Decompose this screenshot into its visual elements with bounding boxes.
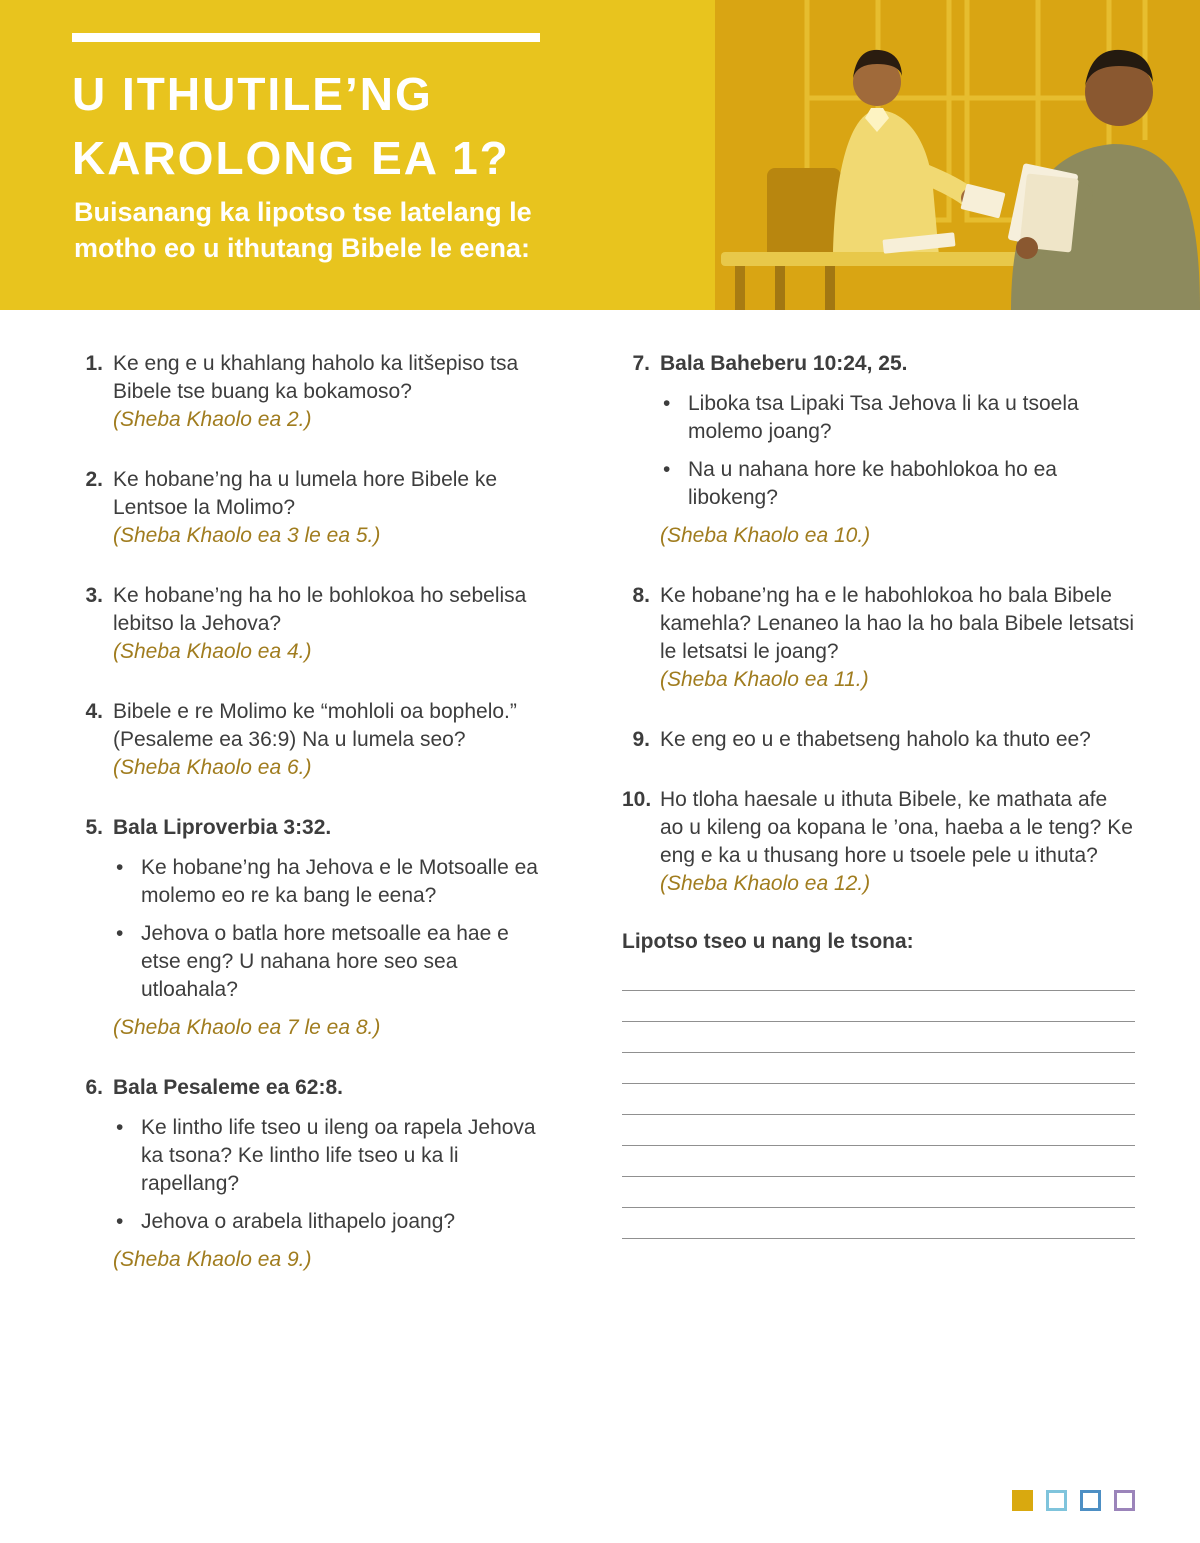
note-line (622, 1146, 1135, 1177)
question-number: 7. (632, 352, 650, 375)
question-8 (622, 582, 1135, 694)
question-7 (622, 350, 1135, 550)
question-reference: (Sheba Khaolo ea 11.) (660, 668, 869, 691)
note-line (622, 1022, 1135, 1053)
note-line (622, 1084, 1135, 1115)
question-text: Ke eng e u khahlang haholo ka litšepiso tsa Bibele tse buang ka bokamoso? (113, 352, 519, 403)
question-text: Bala Pesaleme ea 62:8. (113, 1076, 343, 1099)
question-10 (622, 786, 1135, 898)
page-header (0, 0, 1200, 310)
page-title-line2: KAROLONG EA 1? (72, 132, 510, 184)
question-number: 2. (85, 468, 103, 491)
question-number: 9. (632, 728, 650, 751)
bullet-item: • Ke lintho life tseo u ileng oa rapela Jehova ka tsona? Ke lintho life tseo u ka li rapellang? (113, 1114, 545, 1198)
question-3 (75, 582, 545, 666)
bible-study-illustration (715, 0, 1200, 310)
footer-square-2 (1046, 1490, 1067, 1511)
question-text: Bibele e re Molimo ke “mohloli oa bophelo.” (Pesaleme ea 36:9) Na u lumela seo? (113, 700, 517, 751)
note-line (622, 1208, 1135, 1239)
bullet-item: • Ke hobane’ng ha Jehova e le Motsoalle ea molemo eo re ka bang le eena? (113, 854, 545, 910)
question-text: Bala Baheberu 10:24, 25. (660, 352, 908, 375)
note-line (622, 991, 1135, 1022)
question-text: Ke hobane’ng ha e le habohlokoa ho bala Bibele kamehla? Lenaneo la hao la ho bala Bibele letsatsi le letsatsi le joang? (660, 584, 1135, 663)
right-column (622, 350, 1135, 1306)
question-5 (75, 814, 545, 1042)
question-number: 8. (632, 584, 650, 607)
question-number: 4. (85, 700, 103, 723)
footer-square-4 (1114, 1490, 1135, 1511)
question-2 (75, 466, 545, 550)
question-reference: (Sheba Khaolo ea 7 le ea 8.) (113, 1016, 381, 1039)
question-9 (622, 726, 1135, 754)
question-number: 5. (85, 816, 103, 839)
bullet-item: • Jehova o batla hore metsoalle ea hae e etse eng? U nahana hore seo sea utloahala? (113, 920, 545, 1004)
bullet-item: • Liboka tsa Lipaki Tsa Jehova li ka u tsoela molemo joang? (660, 390, 1135, 446)
note-line (622, 1115, 1135, 1146)
bullet-item: • Na u nahana hore ke habohlokoa ho ea libokeng? (660, 456, 1135, 512)
question-text: Ke hobane’ng ha u lumela hore Bibele ke Lentsoe la Molimo? (113, 468, 498, 519)
question-reference: (Sheba Khaolo ea 10.) (660, 524, 871, 547)
note-line (622, 1053, 1135, 1084)
footer-square-1 (1012, 1490, 1033, 1511)
question-number: 6. (85, 1076, 103, 1099)
page-title-line1: U ITHUTILE’NG (72, 68, 433, 120)
question-4 (75, 698, 545, 782)
question-6 (75, 1074, 545, 1274)
bullet-item: • Jehova o arabela lithapelo joang? (113, 1208, 545, 1236)
note-line (622, 1177, 1135, 1208)
question-reference: (Sheba Khaolo ea 12.) (660, 872, 871, 895)
question-reference: (Sheba Khaolo ea 2.) (113, 408, 312, 431)
notes-heading: Lipotso tseo u nang le tsona: (622, 930, 914, 953)
footer-square-3 (1080, 1490, 1101, 1511)
question-1 (75, 350, 545, 434)
question-reference: (Sheba Khaolo ea 9.) (113, 1248, 312, 1271)
page-subtitle: Buisanang ka lipotso tse latelang le motho eo u ithutang Bibele le eena: (74, 197, 532, 263)
question-text: Ke hobane’ng ha ho le bohlokoa ho sebelisa lebitso la Jehova? (113, 584, 527, 635)
notes-lines (622, 960, 1135, 1239)
question-reference: (Sheba Khaolo ea 4.) (113, 640, 312, 663)
question-text: Ke eng eo u e thabetseng haholo ka thuto ee? (660, 728, 1091, 751)
question-bullets (113, 854, 545, 1004)
question-reference: (Sheba Khaolo ea 3 le ea 5.) (113, 524, 381, 547)
question-text: Bala Liproverbia 3:32. (113, 816, 332, 839)
question-bullets (660, 390, 1135, 512)
question-text: Ho tloha haesale u ithuta Bibele, ke mathata afe ao u kileng oa kopana le ’ona, haeba a le teng? Ke eng e ka u thusang hore u tsoele pele u ithuta? (660, 788, 1133, 867)
notes-section (622, 930, 1135, 1239)
question-number: 3. (85, 584, 103, 607)
question-number: 1. (85, 352, 103, 375)
page-title (72, 62, 510, 190)
section-progress-squares (999, 1490, 1135, 1511)
note-line (622, 960, 1135, 991)
question-number: 10. (622, 788, 652, 811)
question-reference: (Sheba Khaolo ea 6.) (113, 756, 312, 779)
question-bullets (113, 1114, 545, 1236)
left-column (75, 350, 545, 1306)
questions-section (0, 310, 1200, 1306)
header-rule (72, 33, 540, 42)
